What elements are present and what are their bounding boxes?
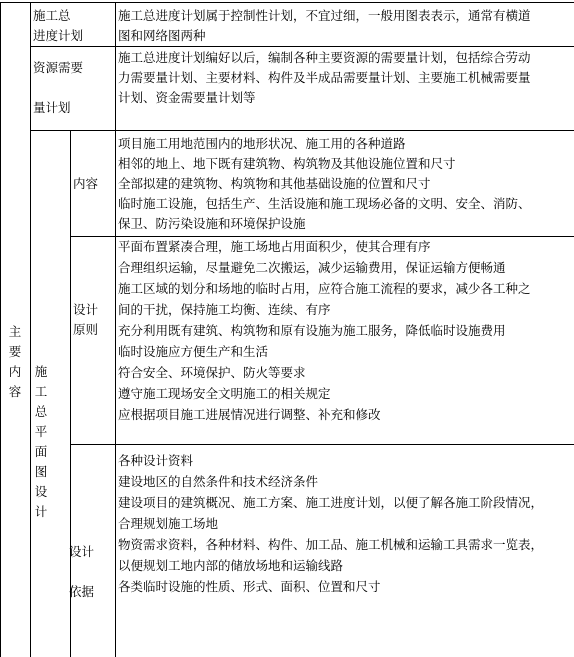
text-line: 力需要量计划、主要材料、构件及半成品需要量计划、主要施工机械需要量 [118, 70, 531, 85]
principle-label [73, 300, 98, 340]
list-item: 建设地区的自然条件和技术经济条件 [118, 474, 319, 489]
text-line: 计划、资金需要量计划等 [118, 90, 256, 105]
text-line: 施工总进度计划属于控制性计划，不宜过细，一般用图表表示，通常有横道 [118, 8, 531, 23]
label-line: 依据 [69, 584, 95, 599]
list-item: 相邻的地上、地下既有建筑物、构筑物及其他设施位置和尺寸 [118, 156, 456, 171]
basis-list [118, 450, 543, 597]
main-content-label: 主要内容 [8, 324, 22, 399]
text-line: 施工总进度计划编好以后，编制各种主要资源的需要量计划，包括综合劳动 [118, 50, 531, 65]
grid-line [0, 2, 574, 3]
list-item: 全部拟建的建筑物、构筑物和其他基础设施的位置和尺寸 [118, 176, 431, 191]
text-line: 图和网络图两种 [118, 28, 206, 43]
resource-text [118, 48, 531, 108]
label-line: 量计划 [33, 100, 71, 115]
label-line: 资源需要 [33, 60, 84, 75]
list-item: 合理规划施工场地 [118, 516, 219, 531]
list-item: 临时设施应方便生产和生活 [118, 344, 269, 359]
list-item: 应根据项目施工进展情况进行调整、补充和修改 [118, 407, 381, 422]
list-item: 建设项目的建筑概况、施工方案、施工进度计划，以便了解各施工阶段情况， [118, 495, 544, 510]
basis-label [69, 532, 94, 612]
schedule-text [118, 6, 531, 46]
list-item: 间的干扰，保持施工均衡、连续、有序 [118, 302, 331, 317]
list-item: 保卫、防污染设施和环境保护设施 [118, 216, 306, 231]
list-item: 合理组织运输，尽量避免二次搬运，减少运输费用，保证运输方便畅通 [118, 260, 506, 275]
list-item: 各种设计资料 [118, 453, 194, 468]
grid-line [30, 130, 574, 131]
grid-line [30, 2, 31, 657]
list-item: 项目施工用地范围内的地形状况、施工用的各种道路 [118, 136, 406, 151]
list-item: 充分利用既有建筑、构筑物和原有设施为施工服务，降低临时设施费用 [118, 323, 506, 338]
grid-line [30, 46, 574, 47]
label-line: 设计 [69, 544, 95, 559]
list-item: 物资需求资料，各种材料、构件、加工品、施工机械和运输工具需求一览表， [118, 537, 544, 552]
content-label: 内容 [73, 176, 99, 191]
label-line: 设计 [73, 302, 99, 317]
list-item: 各类临时设施的性质、形式、面积、位置和尺寸 [118, 579, 381, 594]
content-list [118, 134, 531, 234]
resource-label [33, 48, 83, 128]
grid-line [0, 2, 1, 657]
label-line: 施工总 [33, 8, 71, 23]
schedule-label [33, 6, 83, 46]
list-item: 临时施工设施，包括生产、生活设施和施工现场必备的文明、安全、消防、 [118, 196, 531, 211]
label-line: 进度计划 [33, 28, 84, 43]
grid-line [115, 2, 116, 657]
list-item: 施工区域的划分和场地的临时占用，应符合施工流程的要求，减少各工种之 [118, 281, 531, 296]
list-item: 符合安全、环境保护、防火等要求 [118, 365, 306, 380]
list-item: 平面布置紧凑合理，施工场地占用面积少，使其合理有序 [118, 239, 431, 254]
label-line: 原则 [73, 322, 99, 337]
site-plan-label: 施工总平面图设计 [34, 364, 48, 519]
principle-list [118, 236, 531, 425]
grid-line [70, 444, 574, 445]
list-item: 以便规划工地内部的储放场地和运输线路 [118, 558, 344, 573]
list-item: 遵守施工现场安全文明施工的相关规定 [118, 386, 331, 401]
